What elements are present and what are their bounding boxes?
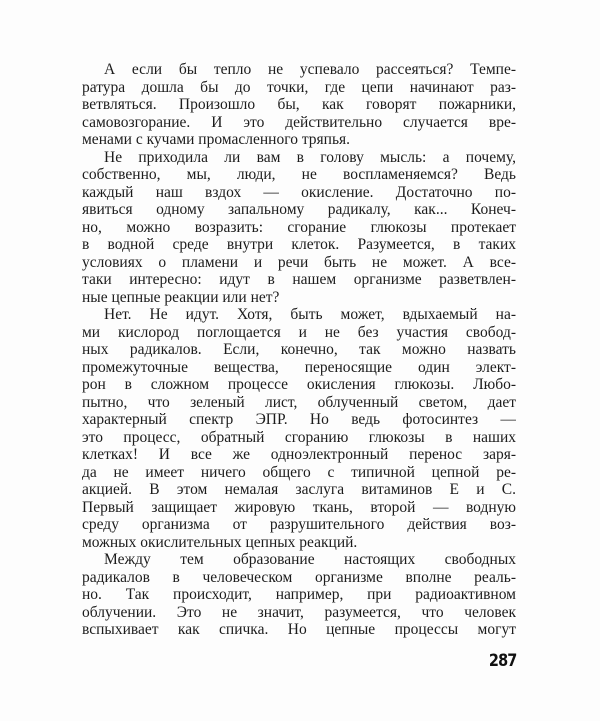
text-line: радикалов в человеческом организме вполне реаль- <box>82 568 516 586</box>
text-line: но. Так происходит, например, при радиоактивном <box>82 586 516 603</box>
text-line: среду организма от разрушительного действия воз- <box>82 516 516 533</box>
text-line: самовозгорание. И это действительно случается вре- <box>82 113 516 131</box>
text-line: Нет. Не идут. Хотя, быть может, вдыхаемый на- <box>104 306 516 323</box>
text-line: это процесс, обратный сгоранию глюкозы в наших <box>82 428 516 446</box>
text-line: собственно, мы, люди, не воспламеняемся? Ведь <box>82 166 516 183</box>
body-text <box>82 61 516 639</box>
text-line: промежуточные вещества, переносящие один элект- <box>82 358 516 376</box>
text-line: ратура дошла бы до точки, где цепи начинают раз- <box>82 78 516 96</box>
text-line: в водной среде внутри клеток. Разумеется, в таких <box>82 236 516 253</box>
text-line: ми кислород поглощается и не без участия свобод- <box>82 323 516 341</box>
text-line: вспыхивает как спичка. Но цепные процессы могут <box>82 621 516 638</box>
text-line: Между тем образование настоящих свободных <box>104 551 516 568</box>
text-line: характерный спектр ЭПР. Но ведь фотосинтез — <box>82 411 516 428</box>
text-line: пытно, что зеленый лист, облученный светом, дает <box>82 393 516 411</box>
page-number: 287 <box>488 651 516 671</box>
text-line: рон в сложном процессе окисления глюкозы. Любо- <box>82 376 516 393</box>
text-line: акцией. В этом немалая заслуга витаминов Е и С. <box>82 481 516 498</box>
text-line: да не имеет ничего общего с типичной цепной ре- <box>82 463 516 481</box>
text-line: облучении. Это не значит, разумеется, что человек <box>82 603 516 621</box>
text-line: А если бы тепло не успевало рассеяться? Темпе- <box>104 61 516 78</box>
text-line: но, можно возразить: сгорание глюкозы протекает <box>82 218 516 236</box>
text-line: менами с кучами промасленного тряпья. <box>82 131 351 148</box>
text-line: Первый защищает жировую ткань, второй — водную <box>82 498 516 516</box>
text-line: Не приходила ли вам в голову мысль: а почему, <box>104 148 516 166</box>
text-line: каждый наш вздох — окисление. Достаточно по- <box>82 183 516 201</box>
text-line: таки интересно: идут в нашем организме разветвлен- <box>82 271 516 288</box>
text-line: явиться одному запальному радикалу, как... Конеч- <box>82 201 516 218</box>
text-line: ных радикалов. Если, конечно, так можно назвать <box>82 341 516 358</box>
text-line: ные цепные реакции или нет? <box>82 288 280 306</box>
text-line: условиях о пламени и речи быть не может. А все- <box>82 253 516 271</box>
text-line: клетках! И все же одноэлектронный перенос заря- <box>82 446 516 463</box>
text-line: ветвляться. Произошло бы, как говорят пожарники, <box>82 96 516 113</box>
text-line: можных окислительных цепных реакций. <box>82 533 358 551</box>
